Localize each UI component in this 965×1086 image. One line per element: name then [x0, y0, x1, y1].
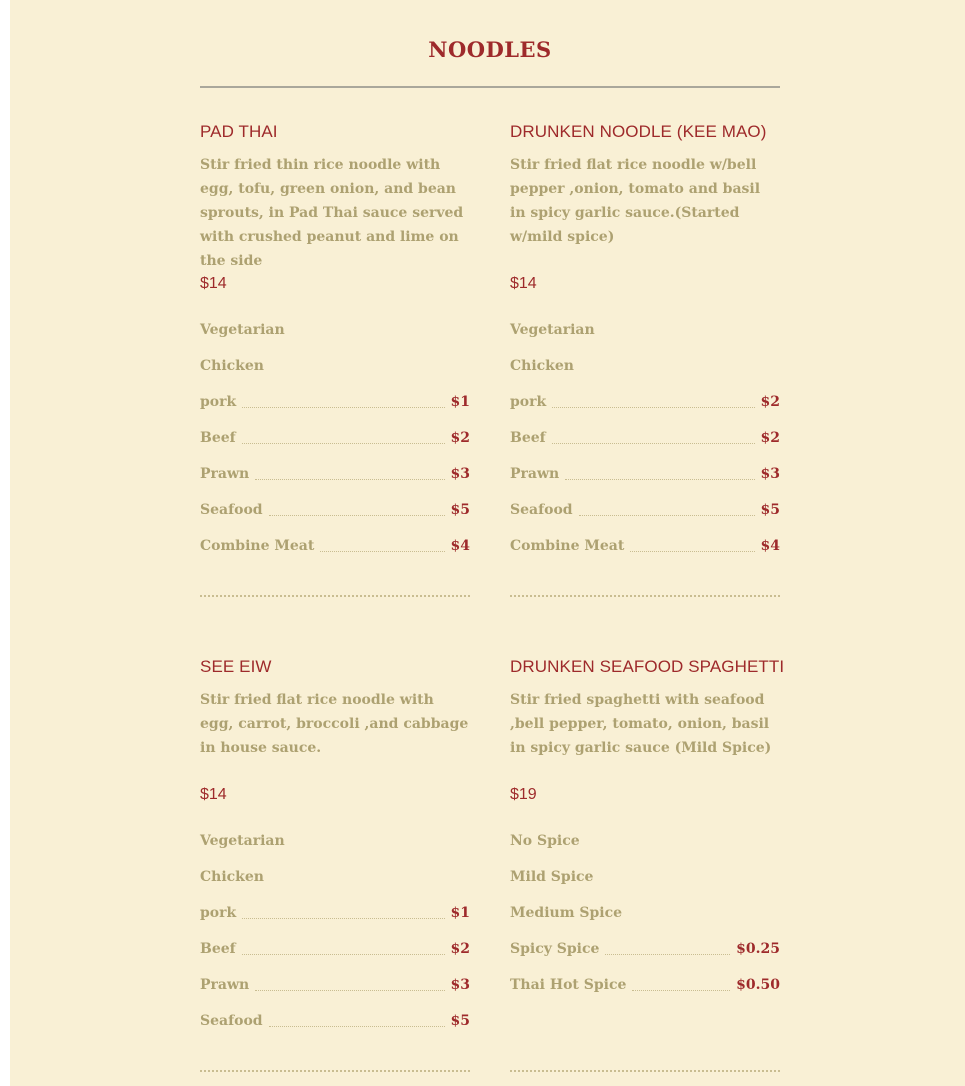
section-title: NOODLES [428, 37, 552, 62]
item-name: PAD THAI [200, 122, 278, 141]
option-row [510, 464, 780, 500]
option-row [510, 867, 780, 903]
item-separator [200, 1070, 470, 1072]
dot-leader [269, 1011, 445, 1027]
item-description: Stir fried flat rice noodle with egg, carrot, broccoli ,and cabbage in house sauce. [200, 692, 469, 756]
option-row [200, 903, 470, 939]
item-price: $14 [200, 786, 227, 803]
option-row [510, 392, 780, 428]
option-price: $1 [450, 905, 470, 921]
option-row [200, 939, 470, 975]
section-divider [200, 86, 780, 88]
option-label: Prawn [510, 466, 560, 482]
option-label: Beef [200, 430, 236, 446]
option-row [200, 536, 470, 572]
dot-leader [242, 939, 445, 955]
option-row [200, 464, 470, 500]
option-label: Seafood [200, 502, 263, 518]
option-label: Spicy Spice [510, 941, 600, 957]
option-row [510, 500, 780, 536]
option-label: Chicken [510, 358, 574, 374]
menu-item-drunken-noodle [510, 122, 780, 554]
option-price: $0.50 [736, 977, 780, 993]
option-label: Seafood [510, 502, 573, 518]
option-price: $2 [450, 430, 470, 446]
option-row [200, 392, 470, 428]
dot-leader [242, 903, 444, 919]
option-row [200, 428, 470, 464]
menu-item-drunken-seafood-spaghetti [510, 657, 785, 993]
dot-leader [630, 536, 754, 552]
dot-leader [242, 392, 444, 408]
item-description: Stir fried spaghetti with seafood ,bell pepper, tomato, onion, basil in spicy garlic sauce (Mild Spice) [510, 692, 772, 756]
option-label: Combine Meat [200, 538, 315, 554]
option-row [200, 356, 470, 392]
item-separator [200, 595, 470, 597]
option-price: $2 [450, 941, 470, 957]
option-label: pork [200, 905, 237, 921]
option-row [200, 1011, 470, 1047]
dot-leader [552, 392, 754, 408]
dot-leader [605, 939, 730, 955]
option-row [200, 320, 470, 356]
option-label: No Spice [510, 833, 580, 849]
option-label: Chicken [200, 869, 264, 885]
option-price: $5 [450, 1013, 470, 1029]
dot-leader [255, 975, 444, 991]
option-price: $3 [450, 466, 470, 482]
option-label: Vegetarian [200, 833, 285, 849]
option-row [510, 831, 780, 867]
option-price: $5 [450, 502, 470, 518]
option-label: pork [510, 394, 547, 410]
item-price: $14 [510, 275, 537, 292]
item-options [200, 320, 470, 572]
option-price: $3 [450, 977, 470, 993]
option-row [510, 320, 780, 356]
option-row [510, 536, 780, 572]
option-row [510, 939, 780, 975]
option-label: Beef [200, 941, 236, 957]
option-row [200, 831, 470, 867]
menu-item-see-eiw [200, 657, 470, 1029]
dot-leader [579, 500, 755, 516]
option-price: $1 [450, 394, 470, 410]
option-label: Vegetarian [510, 322, 595, 338]
option-price: $4 [450, 538, 470, 554]
option-price: $4 [760, 538, 780, 554]
dot-leader [269, 500, 445, 516]
dot-leader [632, 975, 730, 991]
option-row [200, 975, 470, 1011]
option-price: $0.25 [736, 941, 780, 957]
option-row [510, 903, 780, 939]
option-label: Medium Spice [510, 905, 623, 921]
option-row [510, 428, 780, 464]
dot-leader [565, 464, 754, 480]
option-price: $2 [760, 394, 780, 410]
option-label: Beef [510, 430, 546, 446]
option-row [200, 500, 470, 536]
item-separator [510, 1070, 780, 1072]
option-label: Vegetarian [200, 322, 285, 338]
item-description: Stir fried thin rice noodle with egg, tofu, green onion, and bean sprouts, in Pad Thai sauce served with crushed peanut and lime on the side [200, 157, 464, 269]
item-options [510, 831, 780, 1011]
option-price: $5 [760, 502, 780, 518]
dot-leader [242, 428, 445, 444]
dot-leader [320, 536, 444, 552]
option-row [200, 867, 470, 903]
option-price: $3 [760, 466, 780, 482]
option-label: Seafood [200, 1013, 263, 1029]
item-price: $19 [510, 786, 537, 803]
option-label: Chicken [200, 358, 264, 374]
option-label: Combine Meat [510, 538, 625, 554]
item-name: DRUNKEN NOODLE (KEE MAO) [510, 122, 767, 141]
dot-leader [552, 428, 755, 444]
option-label: Mild Spice [510, 869, 594, 885]
option-label: Prawn [200, 466, 250, 482]
item-options [200, 831, 470, 1047]
option-label: Thai Hot Spice [510, 977, 627, 993]
item-name: SEE EIW [200, 657, 272, 676]
option-row [510, 356, 780, 392]
option-label: Prawn [200, 977, 250, 993]
menu-page [10, 0, 965, 1086]
item-name: DRUNKEN SEAFOOD SPAGHETTI [510, 657, 785, 676]
item-price: $14 [200, 275, 227, 292]
dot-leader [255, 464, 444, 480]
option-label: pork [200, 394, 237, 410]
item-separator [510, 595, 780, 597]
option-price: $2 [760, 430, 780, 446]
item-description: Stir fried flat rice noodle w/bell pepper ,onion, tomato and basil in spicy garlic sauce.(Started w/mild spice) [510, 157, 761, 245]
menu-item-pad-thai [200, 122, 470, 554]
item-options [510, 320, 780, 572]
option-row [510, 975, 780, 1011]
